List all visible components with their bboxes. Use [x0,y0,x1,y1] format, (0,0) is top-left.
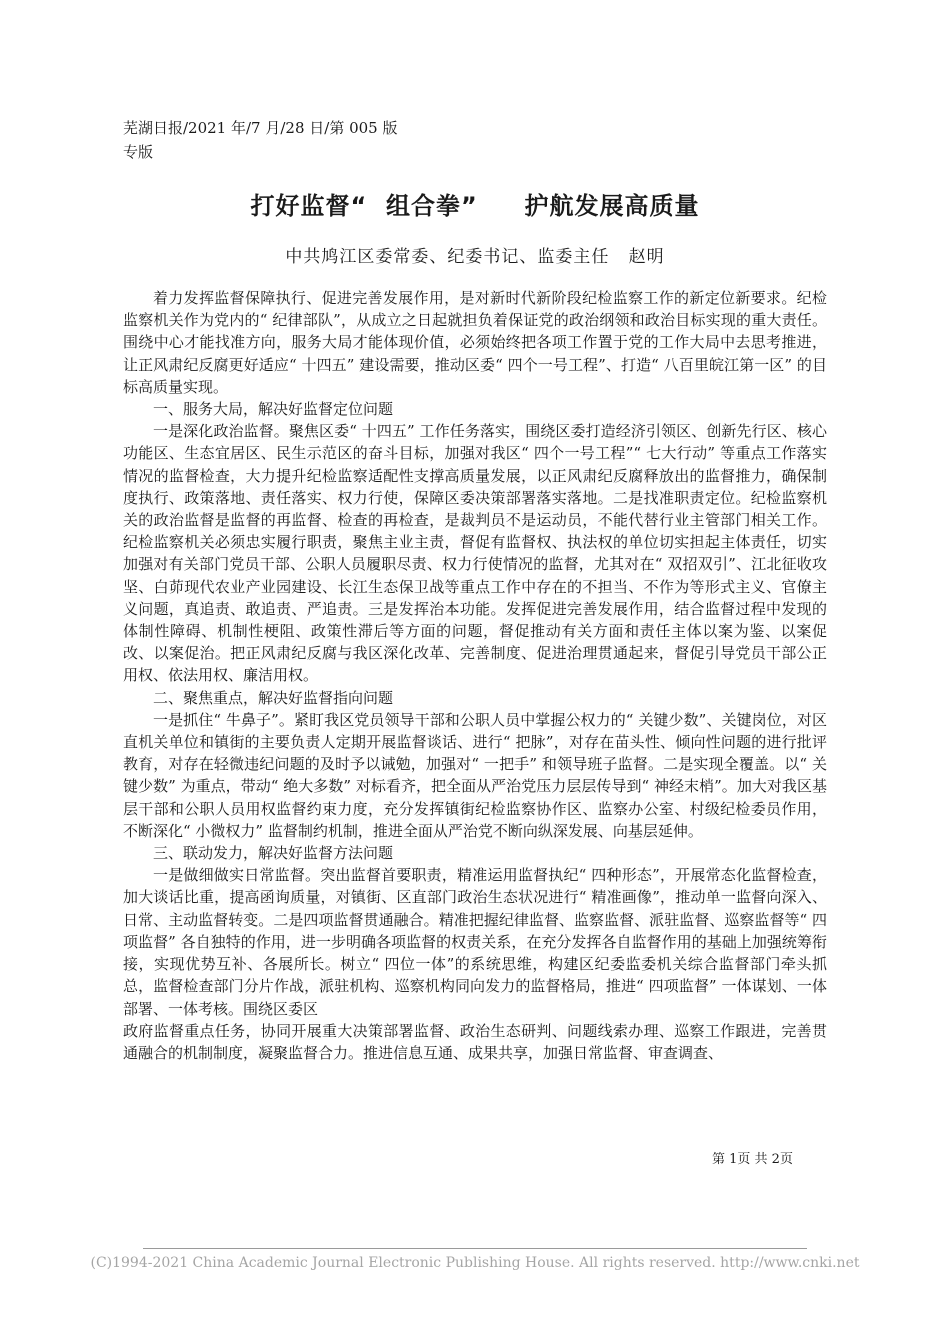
paragraph-intro: 着力发挥监督保障执行、促进完善发展作用，是对新时代新阶段纪检监察工作的新定位新要求。纪检监察机关作为党内的“ 纪律部队”，从成立之日起就担负着保证党的政治纲领和政治目标实现的重大责任。围绕中心才能找准方向，服务大局才能体现价值，必须始终把各项工作置于党的工作大局中去思考推进，让正风肃纪反腐更好适应“ 十四五” 建设需要，推动区委“ 四个一号工程”、打造“ 八百里皖江第一区” 的目标高质量实现。 [123,289,827,396]
title-sub: 护航发展高质量 [524,192,700,220]
section-heading-1: 一、服务大局，解决好监督定位问题 [153,400,394,419]
title-main: 打好监督“ 组合拳” [250,192,478,220]
author-name: 赵明 [628,247,665,267]
paragraph-section-1: 一是深化政治监督。聚焦区委“ 十四五” 工作任务落实，围绕区委打造经济引领区、创新先行区、核心功能区、生态宜居区、民生示范区的奋斗目标，加强对我区“ 四个一号工程”“ 七大行动” 等重点工作落实情况的监督检查，大力提升纪检监察适配性支撑高质量发展，以正风肃纪反腐释放出的监督推力，确保制度执行、政策落地、责任落实、权力行使，保障区委决策部署落实落地。二是找准职责定位。纪检监察机关的政治监督是监督的再监督、检查的再检查，是裁判员不是运动员，不能代替行业主管部门相关工作。纪检监察机关必须忠实履行职责，聚焦主业主责，督促有监督权、执法权的单位切实担起主体责任，切实加强对有关部门党员干部、公职人员履职尽责、权力行使情况的监督，尤其对在“ 双招双引”、江北征收攻坚、白茆现代农业产业园建设、长江生态保卫战等重点工作中存在的不担当、不作为等形式主义、官僚主义问题，真追责、敢追责、严追责。三是发挥治本功能。发挥促进完善发展作用，结合监督过程中发现的体制性障碍、机制性梗阻、政策性滞后等方面的问题，督促推动有关方面和责任主体以案为鉴、以案促改、以案促治。把正风肃纪反腐与我区深化改革、完善制度、促进治理贯通起来，督促引导党员干部公正用权、依法用权、廉洁用权。 [123,422,827,685]
paragraph-section-3: 一是做细做实日常监督。突出监督首要职责，精准运用监督执纪“ 四种形态”，开展常态化监督检查，加大谈话比重，提高函询质量，对镇街、区直部门政治生态状况进行“ 精准画像”，推动单一监督向深入、日常、主动监督转变。二是四项监督贯通融合。精准把握纪律监督、监察监督、派驻监督、巡察监督等“ 四项监督” 各自独特的作用，进一步明确各项监督的权责关系，在充分发挥各自监督作用的基础上加强统筹衔接，实现优势互补、各展所长。树立“ 四位一体”的系统思维，构建区纪委监委机关综合监督部门牵头抓总，监督检查部门分片作战，派驻机构、巡察机构同向发力的监督格局，推进“ 四项监督” 一体谋划、一体部署、一体考核。围绕区委区 [123,866,827,1018]
article-title [0,186,950,221]
section-heading-2: 二、聚焦重点，解决好监督指向问题 [153,688,394,707]
paragraph-continued: 政府监督重点任务，协同开展重大决策部署监督、政治生态研判、问题线索办理、巡察工作跟进，完善贯通融合的机制制度，凝聚监督合力。推进信息互通、成果共享，加强日常监督、审查调查、 [123,1021,827,1062]
author-line [0,242,950,267]
page-number: 第 1页 共 2页 [712,1152,793,1167]
article-body [123,287,827,1064]
footer-divider [143,1248,807,1249]
paragraph-section-2: 一是抓住“ 牛鼻子”。紧盯我区党员领导干部和公职人员中掌握公权力的“ 关键少数”、关键岗位，对区直机关单位和镇街的主要负责人定期开展监督谈话、进行“ 把脉”，对存在苗头性、倾向性问题的进行批评教育，对存在轻微违纪问题的及时予以诫勉，加强对“ 一把手” 和领导班子监督。二是实现全覆盖。以“ 关键少数” 为重点，带动“ 绝大多数” 对标看齐，把全面从严治党压力层层传导到“ 神经末梢”。加大对我区基层干部和公职人员用权监督约束力度，充分发挥镇街纪检监察协作区、监察办公室、村级纪检委员作用，不断深化“ 小微权力” 监督制约机制，推进全面从严治党不断向纵深发展、向基层延伸。 [123,710,827,840]
author-position: 中共鸠江区委常委、纪委书记、监委主任 [285,247,610,267]
section-heading-3: 三、联动发力，解决好监督方法问题 [153,844,394,863]
copyright-watermark: (C)1994-2021 China Academic Journal Electronic Publishing House. All rights reserved. http://www.cnki.net [90,1255,860,1271]
source-line: 芜湖日报/2021 年/7 月/28 日/第 005 版专版 [123,119,398,161]
